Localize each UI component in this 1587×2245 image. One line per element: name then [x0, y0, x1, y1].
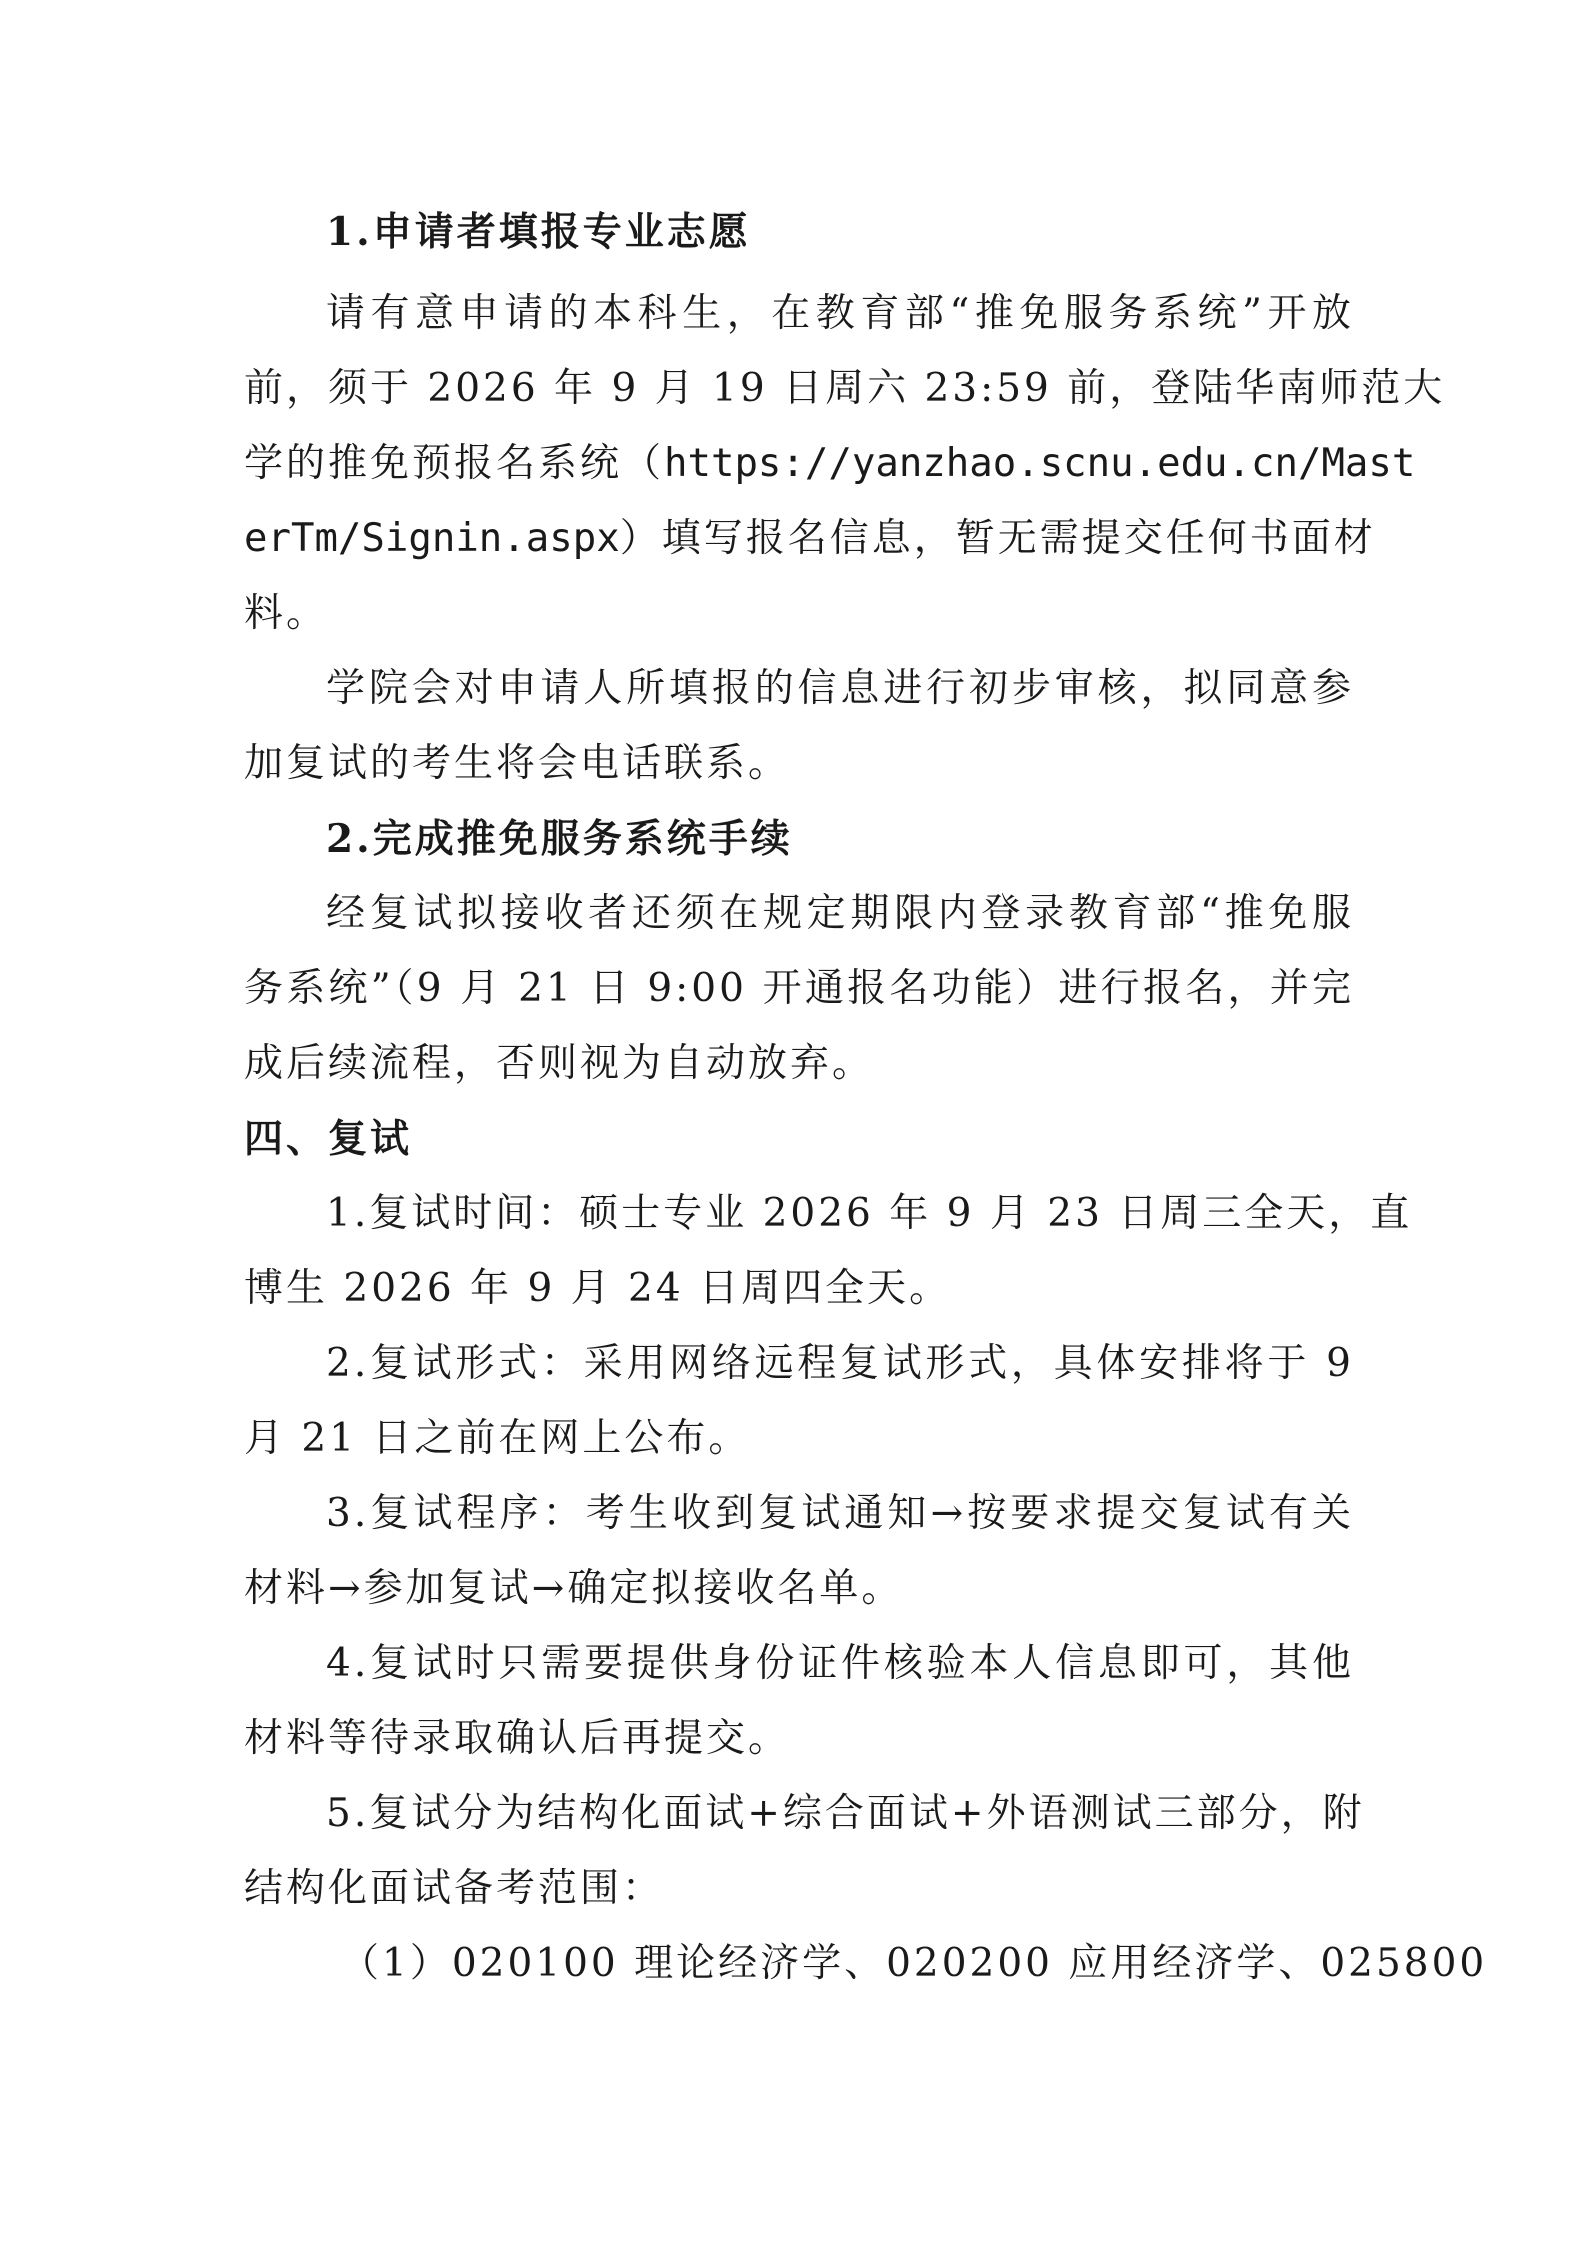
- section-heading-retest: 四、复试: [244, 1116, 413, 1162]
- list-item-line: 5.复试分为结构化面试+综合面试+外语测试三部分，附: [326, 1791, 1365, 1836]
- list-item-line: 博生 2026 年 9 月 24 日周四全天。: [244, 1266, 952, 1311]
- paragraph-line: [244, 440, 1415, 488]
- sub-item-line: （1）020100 理论经济学、020200 应用经济学、025800: [340, 1941, 1488, 1986]
- section-heading-apply: 1.申请者填报专业志愿: [326, 209, 751, 255]
- paragraph-line: 料。: [244, 591, 329, 636]
- list-item-line: 2.复试形式：采用网络远程复试形式，具体安排将于 9: [326, 1341, 1354, 1386]
- list-item-line: 4.复试时只需要提供身份证件核验本人信息即可，其他: [326, 1641, 1354, 1686]
- paragraph-line: 加复试的考生将会电话联系。: [244, 741, 791, 786]
- paragraph-text: ）填写报名信息，暂无需提交任何书面材: [619, 516, 1376, 561]
- paragraph-text: 学的推免预报名系统（: [244, 441, 665, 486]
- list-item-line: 月 21 日之前在网上公布。: [244, 1416, 751, 1461]
- signup-url-part1: https://yanzhao.scnu.edu.cn/Mast: [664, 441, 1416, 486]
- paragraph-line: 经复试拟接收者还须在规定期限内登录教育部“推免服: [326, 891, 1354, 936]
- paragraph-line: 学院会对申请人所填报的信息进行初步审核，拟同意参: [326, 666, 1354, 711]
- paragraph-line: 务系统”（9 月 21 日 9:00 开通报名功能）进行报名，并完: [244, 966, 1354, 1011]
- paragraph-line: 成后续流程，否则视为自动放弃。: [244, 1041, 875, 1086]
- list-item-line: 3.复试程序：考生收到复试通知→按要求提交复试有关: [326, 1491, 1354, 1536]
- list-item-line: 1.复试时间：硕士专业 2026 年 9 月 23 日周三全天，直: [326, 1191, 1413, 1236]
- list-item-line: 材料等待录取确认后再提交。: [244, 1716, 791, 1761]
- list-item-line: 材料→参加复试→确定拟接收名单。: [244, 1566, 904, 1611]
- paragraph-line: 前，须于 2026 年 9 月 19 日周六 23:59 前，登陆华南师范大: [244, 366, 1446, 411]
- signup-url-part2: erTm/Signin.aspx: [244, 516, 620, 561]
- paragraph-line: [244, 515, 1376, 563]
- list-item-line: 结构化面试备考范围：: [244, 1866, 665, 1911]
- section-heading-system: 2.完成推免服务系统手续: [326, 816, 793, 862]
- paragraph-line: 请有意申请的本科生，在教育部“推免服务系统”开放: [326, 291, 1354, 336]
